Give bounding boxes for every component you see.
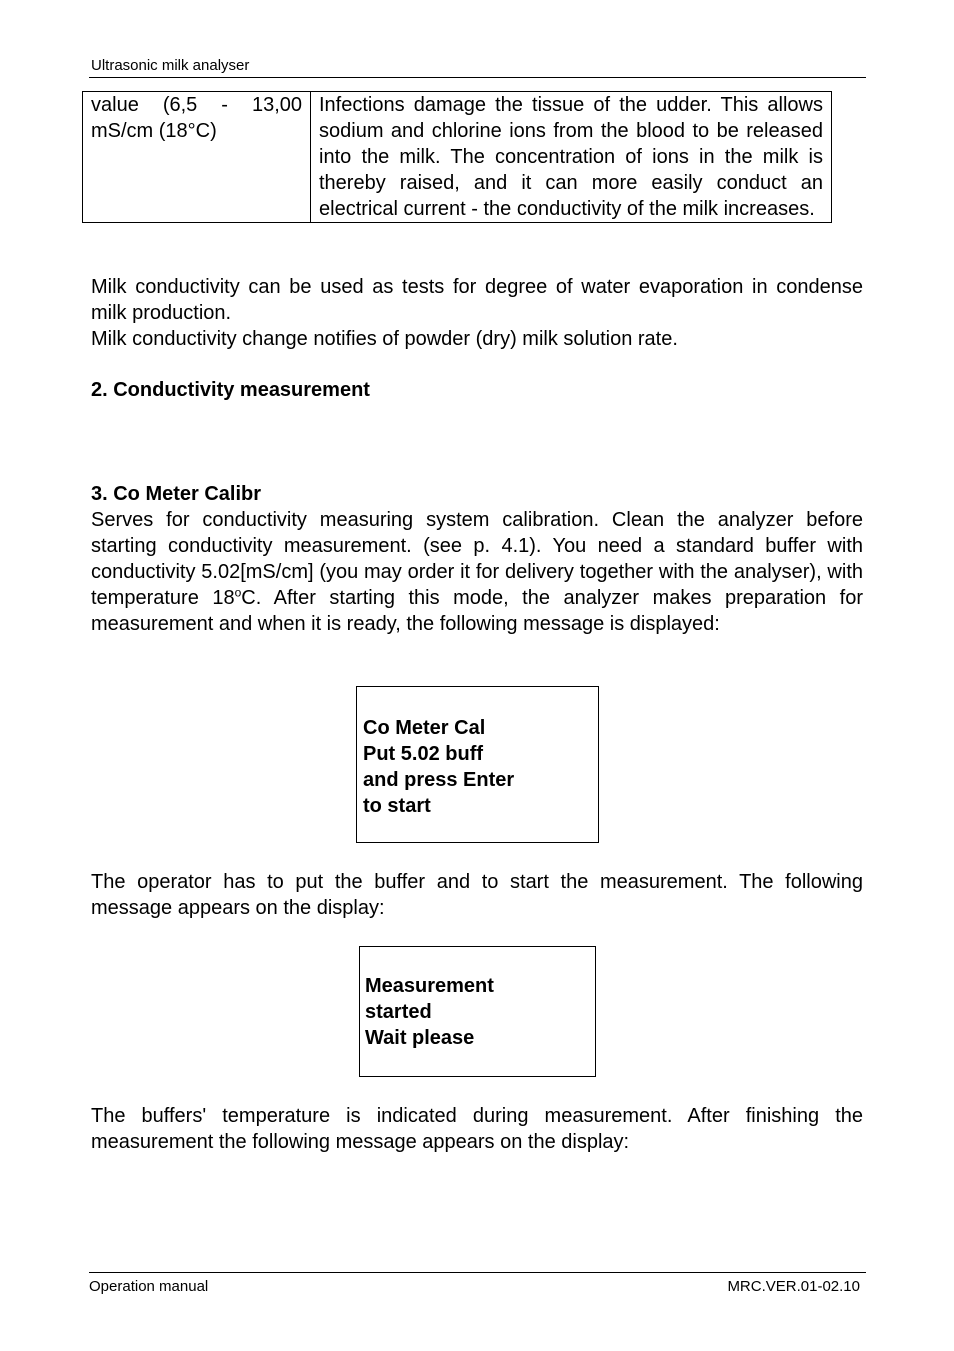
table-row: [83, 92, 832, 223]
paragraph-final: The buffers' temperature is indicated during measurement. After finishing the measurement the following message appears on the display:: [91, 1105, 863, 1153]
section-heading-co-meter-calibr: 3. Co Meter Calibr: [91, 483, 262, 505]
display-line: Measurement: [365, 975, 494, 997]
page-header-title: Ultrasonic milk analyser: [91, 57, 250, 74]
display-line: Put 5.02 buff: [363, 743, 484, 765]
calibration-text-part1: Serves for conductivity measuring system calibration. Clean the analyzer before starting conductivity measurement. (see p. 4.1). You need a standard buffer with conductivity 5.02[mS/cm] (you may order it for delivery together with the analyser), with temperature 18: [91, 509, 863, 609]
paragraph-evaporation: Milk conductivity can be used as tests for degree of water evaporation in condense milk production.: [91, 276, 863, 324]
display-line: to start: [363, 795, 431, 817]
paragraph-calibration: [91, 507, 863, 637]
footer-manual-title: Operation manual: [89, 1278, 209, 1295]
paragraph-powder-milk: Milk conductivity change notifies of powder (dry) milk solution rate.: [91, 328, 678, 350]
display-line: started: [365, 1001, 432, 1023]
degree-superscript: o: [234, 585, 242, 600]
section-heading-conductivity-measurement: 2. Conductivity measurement: [91, 379, 370, 401]
table-cell-description: Infections damage the tissue of the udder. This allows sodium and chlorine ions from the blood to be released into the milk. The concentration of ions in the milk is thereby raised, and it can more easily conduct an electrical current - the conductivity of the milk increases.: [311, 92, 832, 223]
paragraph-operator: The operator has to put the buffer and to start the measurement. The following message appears on the display:: [91, 871, 863, 919]
display-message-calibration: [356, 686, 599, 843]
footer-divider: [89, 1272, 866, 1273]
conductivity-info-table: [82, 91, 832, 223]
display-message-measurement: [359, 946, 596, 1077]
table-cell-value: value (6,5 - 13,00 mS/cm (18°C): [83, 92, 311, 223]
display-line: Co Meter Cal: [363, 717, 486, 739]
calibration-text-part2: C. After starting this mode, the analyzer makes preparation for measurement and when it is ready, the following message is displayed:: [91, 587, 863, 635]
display-line: and press Enter: [363, 769, 515, 791]
footer-version: MRC.VER.01-02.10: [727, 1278, 860, 1295]
header-divider: [89, 77, 866, 78]
display-line: Wait please: [365, 1027, 475, 1049]
